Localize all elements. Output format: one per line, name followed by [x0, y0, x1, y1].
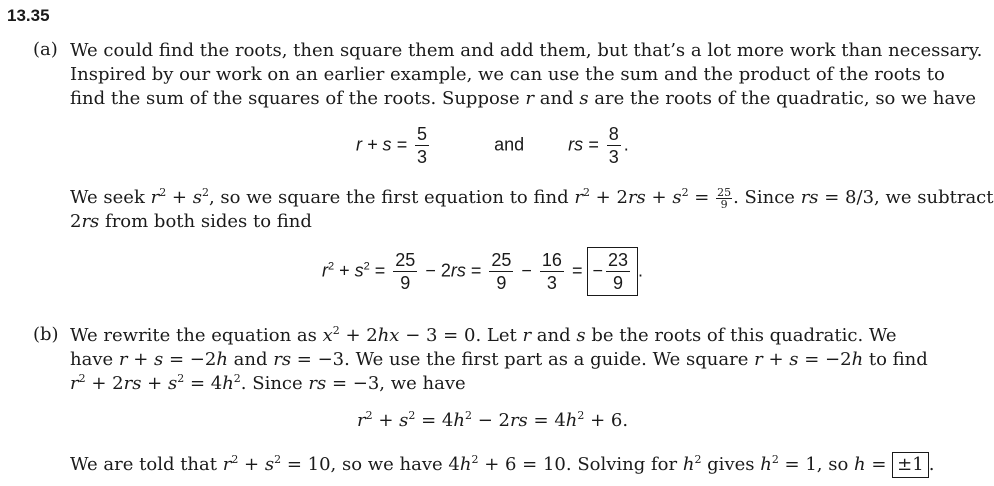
part-a-line-3: find the sum of the squares of the roots. Suppose r and s are the roots of the quadratic, so we have — [70, 88, 977, 109]
fraction-eight-thirds: $\frac{8}{3}$ — [608, 124, 619, 167]
fraction-five-thirds: $\frac{5}{3}$ — [417, 124, 428, 167]
part-b-line-2: have r + s = −2h and rs = −3. We use the first part as a guide. We square r + s = −2h to find — [70, 349, 928, 370]
part-a-line-1: We could find the roots, then square them and add them, but that’s a lot more work than necessary. — [70, 40, 983, 61]
part-a-line-2: Inspired by our work on an earlier example, we can use the sum and the product of the roots to — [70, 64, 945, 85]
part-a-line-5: 2rs from both sides to find — [70, 211, 312, 232]
part-b-line-1: We rewrite the equation as $x^2 + 2hx - 3 = 0$. Let r and s be the roots of this quadratic. We — [70, 324, 897, 346]
equation-sum-product: r + s = $\frac{5}{3}$ and rs = $\frac{8}{3}$ . — [356, 124, 629, 167]
part-a-label: (a) — [33, 39, 58, 60]
part-b-line-4: We are told that $r^2 + s^2 = 10$, so we have $4h^2 + 6 = 10$. Solving for $h^2$ gives $h^2 = 1$, so h = ±1 . — [70, 452, 934, 478]
part-b-label: (b) — [33, 324, 59, 345]
equation-sum-of-squares: $r^2 + s^2$ = $\frac{25}{9}$ − 2rs = $\frac{25}{9}$ − $\frac{16}{3}$ = − $\frac{23}{9}$ . — [322, 247, 643, 296]
problem-number: 13.35 — [7, 6, 50, 25]
part-a-line-4: We seek $r^2 + s^2$, so we square the first equation to find $r^2 + 2rs + s^2$ = $\frac{25}{9}$ . Since rs = 8/3, we subtract — [70, 185, 994, 211]
answer-box-b: ±1 — [892, 452, 929, 478]
answer-box-a: − $\frac{23}{9}$ — [587, 247, 638, 296]
equation-part-b: $r^2 + s^2 = 4h^2 - 2rs = 4h^2 + 6$. — [357, 409, 629, 431]
part-b-line-3: $r^2 + 2rs + s^2 = 4h^2$. Since rs = −3, we have — [70, 372, 466, 394]
